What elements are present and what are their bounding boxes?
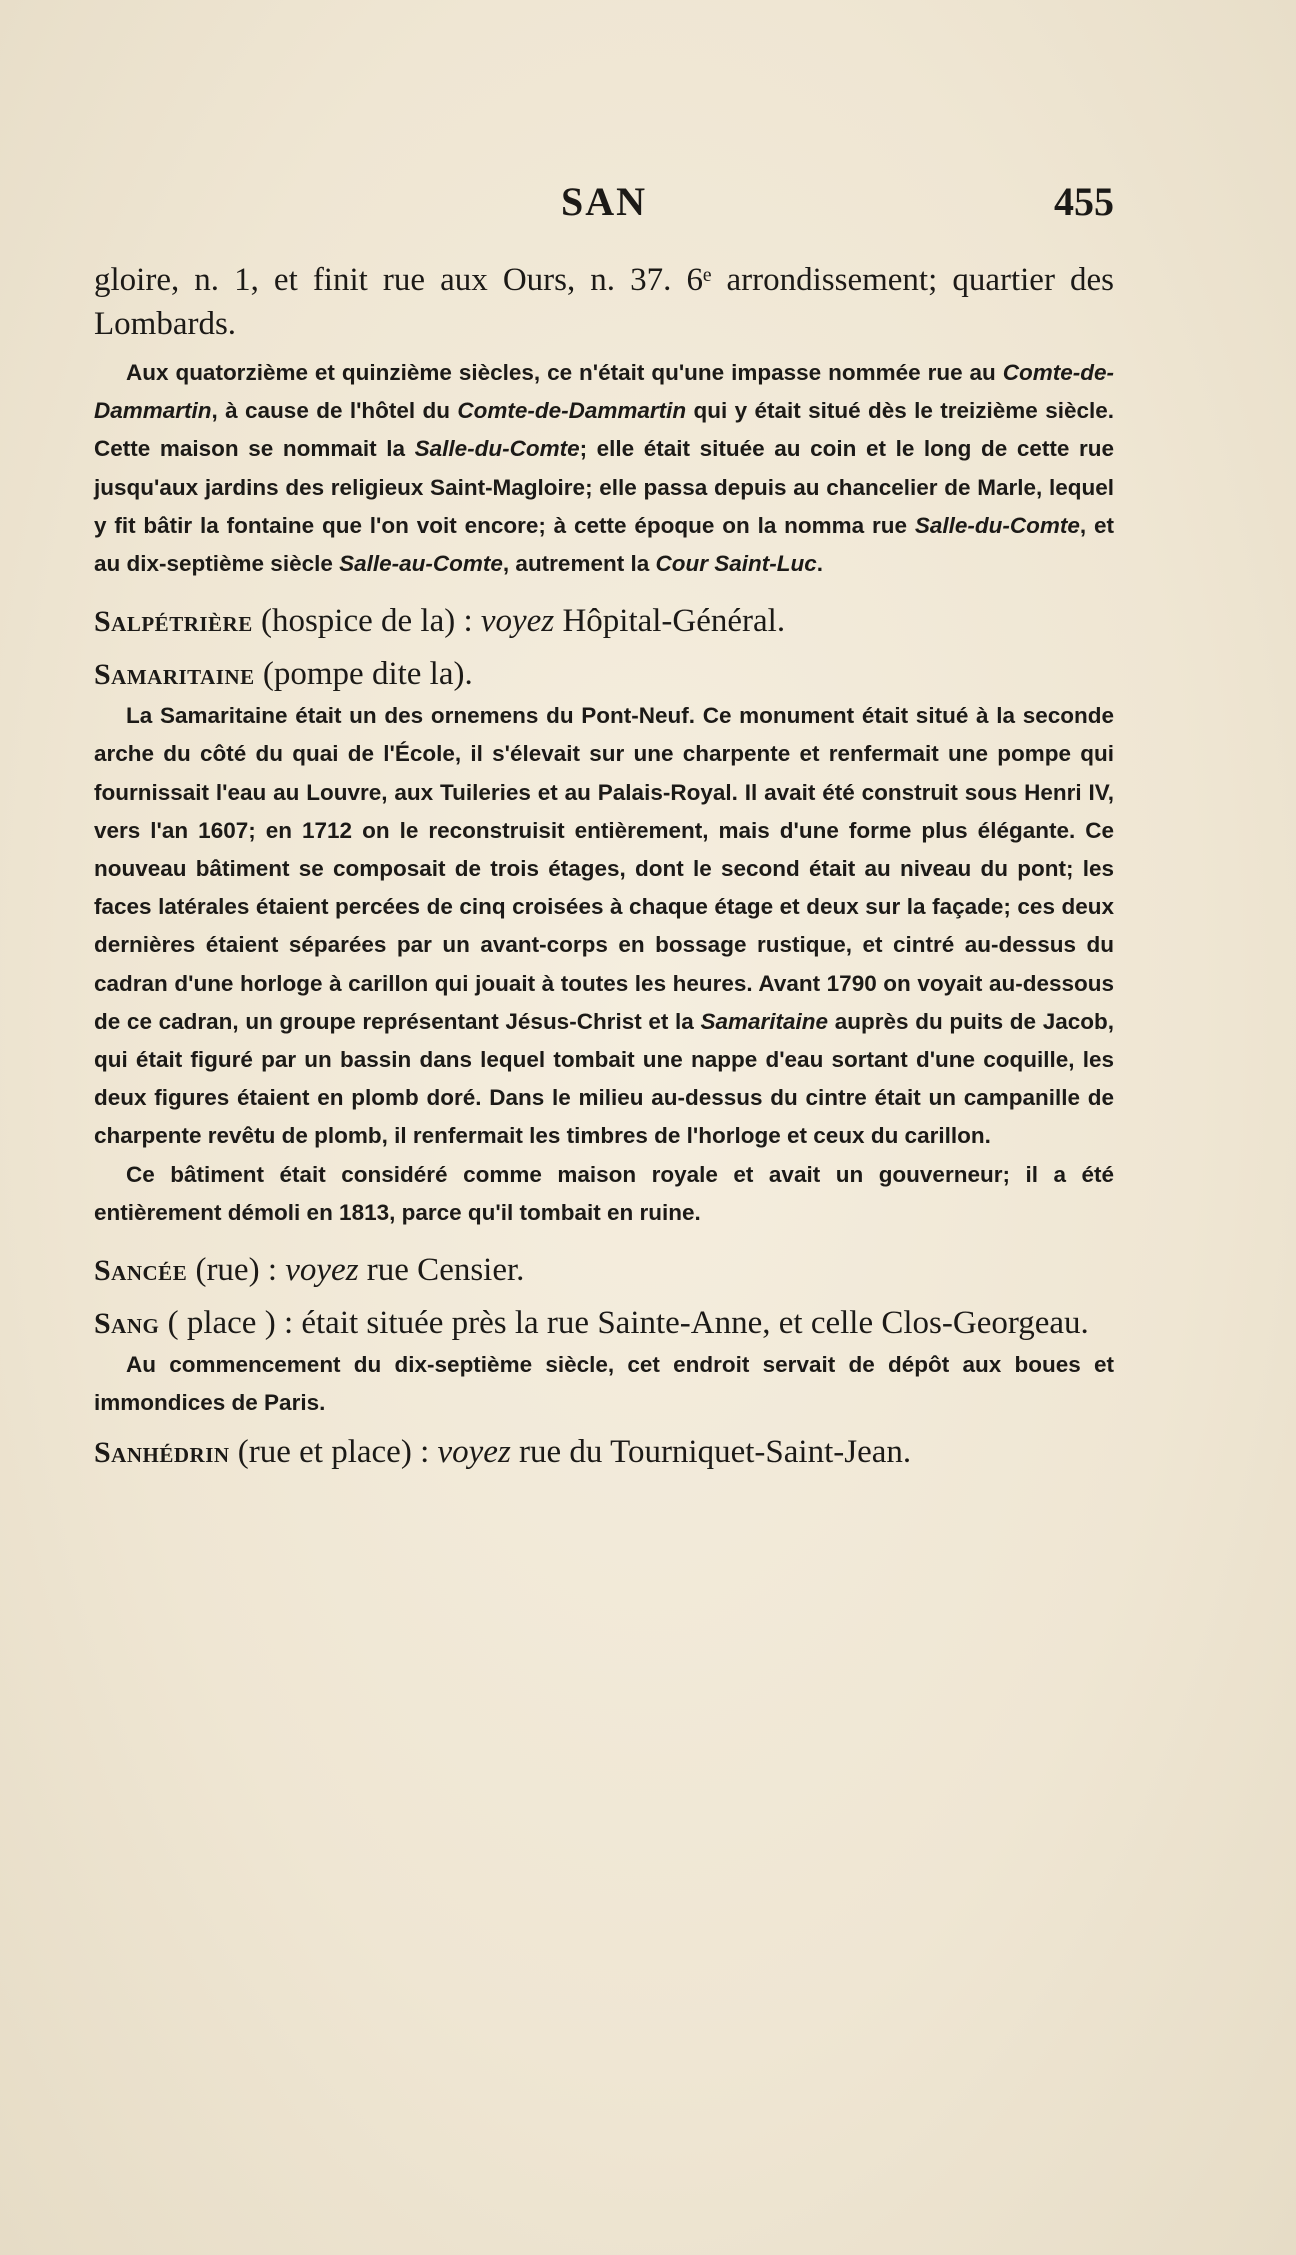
entry-italic: voyez [437, 1434, 511, 1471]
entry-sang-note: Au commencement du dix-septième siècle, cet endroit servait de dépôt aux boues et immondices de Paris. [94, 1352, 1114, 1416]
headword: Salpétrière [94, 605, 253, 639]
entry-samaritaine-note-1 [94, 697, 1114, 1155]
headword: Sancée [94, 1254, 188, 1288]
entry-text: (pompe dite la). [254, 656, 473, 693]
note-text: , autrement la [502, 551, 656, 577]
entry-text: rue du Tourniquet-Saint-Jean. [510, 1434, 912, 1471]
entry-sang [94, 1301, 1114, 1346]
entry-text: (hospice de la) : [252, 603, 481, 640]
note-text: , à cause de l'hôtel du [211, 398, 458, 424]
headword: Sanhédrin [94, 1436, 230, 1470]
entry-text: Hôpital-Général. [554, 603, 786, 640]
note-text: La Samaritaine était un des ornemens du Pont-Neuf. Ce monument était situé à la seconde arche du côté du quai de l'École, il s'élevait sur une charpente et renfermait une pompe qui fournissait l'eau au Louvre, aux Tuileries et au Palais-Royal. Il avait été construit sous Henri IV, vers l'an 1607; en 1712 on le reconstruisit entièrement, mais d'une forme plus élégante. Ce nouveau bâtiment se composait de trois étages, dont le second était au niveau du pont; les faces latérales étaient percées de cinq croisées à chaque étage et deux sur la façade; ces deux dernières étaient séparées par un avant-corps en bossage rustique, et cintré au-dessus du cadran d'une horloge à carillon qui jouait à toutes les heures. Avant 1790 on voyait au-dessous de ce cadran, un groupe représentant Jésus-Christ et la [94, 703, 1114, 1034]
note-text: , et au dix-septième siècle [94, 512, 1114, 577]
entry-samaritaine [94, 652, 1114, 697]
entry-salpetriere [94, 599, 1114, 644]
page-body [94, 258, 1114, 1475]
note-italic: Comte-de-Dammartin [94, 360, 1114, 424]
running-head: SAN [560, 179, 648, 224]
page-header [94, 178, 1114, 238]
note-italic: Salle-du-Comte [414, 436, 580, 462]
note-italic: Salle-du-Comte [914, 512, 1080, 538]
entry-text: (rue et place) : [229, 1434, 438, 1471]
note-italic: Cour Saint-Luc [655, 551, 817, 577]
entry-continuation-note [94, 354, 1114, 583]
page-number: 455 [1054, 179, 1114, 224]
note-text: qui y était situé dès le treizième siècle. Cette maison se nommait la [94, 398, 1114, 462]
note-text: auprès du puits de Jacob, qui était figuré par un bassin dans lequel tombait une nappe d'eau sortant d'une coquille, les deux figures étaient en plomb doré. Dans le milieu au-dessus du cintre était un campanille de charpente revêtu de plomb, il renfermait les timbres de l'horloge et ceux du carillon. [94, 1008, 1114, 1149]
note-text: ; elle était située au coin et le long de cette rue jusqu'aux jardins des religieux Saint-Magloire; elle passa depuis au chancelier de Marle, lequel y fit bâtir la fontaine que l'on voit encore; à cette époque on la nomma rue [94, 436, 1114, 538]
entry-sanhedrin [94, 1430, 1114, 1475]
note-italic: Comte-de-Dammartin [457, 398, 687, 424]
headword: Sang [94, 1307, 160, 1341]
entry-text: ( place ) : était située près la rue Sainte-Anne, et celle Clos-Georgeau. [159, 1305, 1089, 1342]
entry-samaritaine-note-2: Ce bâtiment était considéré comme maison royale et avait un gouverneur; il a été entièrement démoli en 1813, parce qu'il tombait en ruine. [94, 1161, 1114, 1225]
entry-text: rue Censier. [358, 1252, 525, 1289]
entry-continuation: gloire, n. 1, et finit rue aux Ours, n. 37. 6ᵉ arrondissement; quartier des Lombards. [94, 262, 1114, 342]
entry-sancee [94, 1248, 1114, 1293]
entry-italic: voyez [480, 603, 555, 640]
note-text: Aux quatorzième et quinzième siècles, ce n'était qu'une impasse nommée rue au [126, 360, 1003, 385]
entry-text: (rue) : [187, 1252, 286, 1289]
note-text: . [816, 551, 823, 577]
note-italic: Samaritaine [700, 1008, 829, 1034]
entry-italic: voyez [285, 1252, 359, 1289]
headword: Samaritaine [94, 658, 255, 692]
note-italic: Salle-au-Comte [339, 551, 503, 577]
